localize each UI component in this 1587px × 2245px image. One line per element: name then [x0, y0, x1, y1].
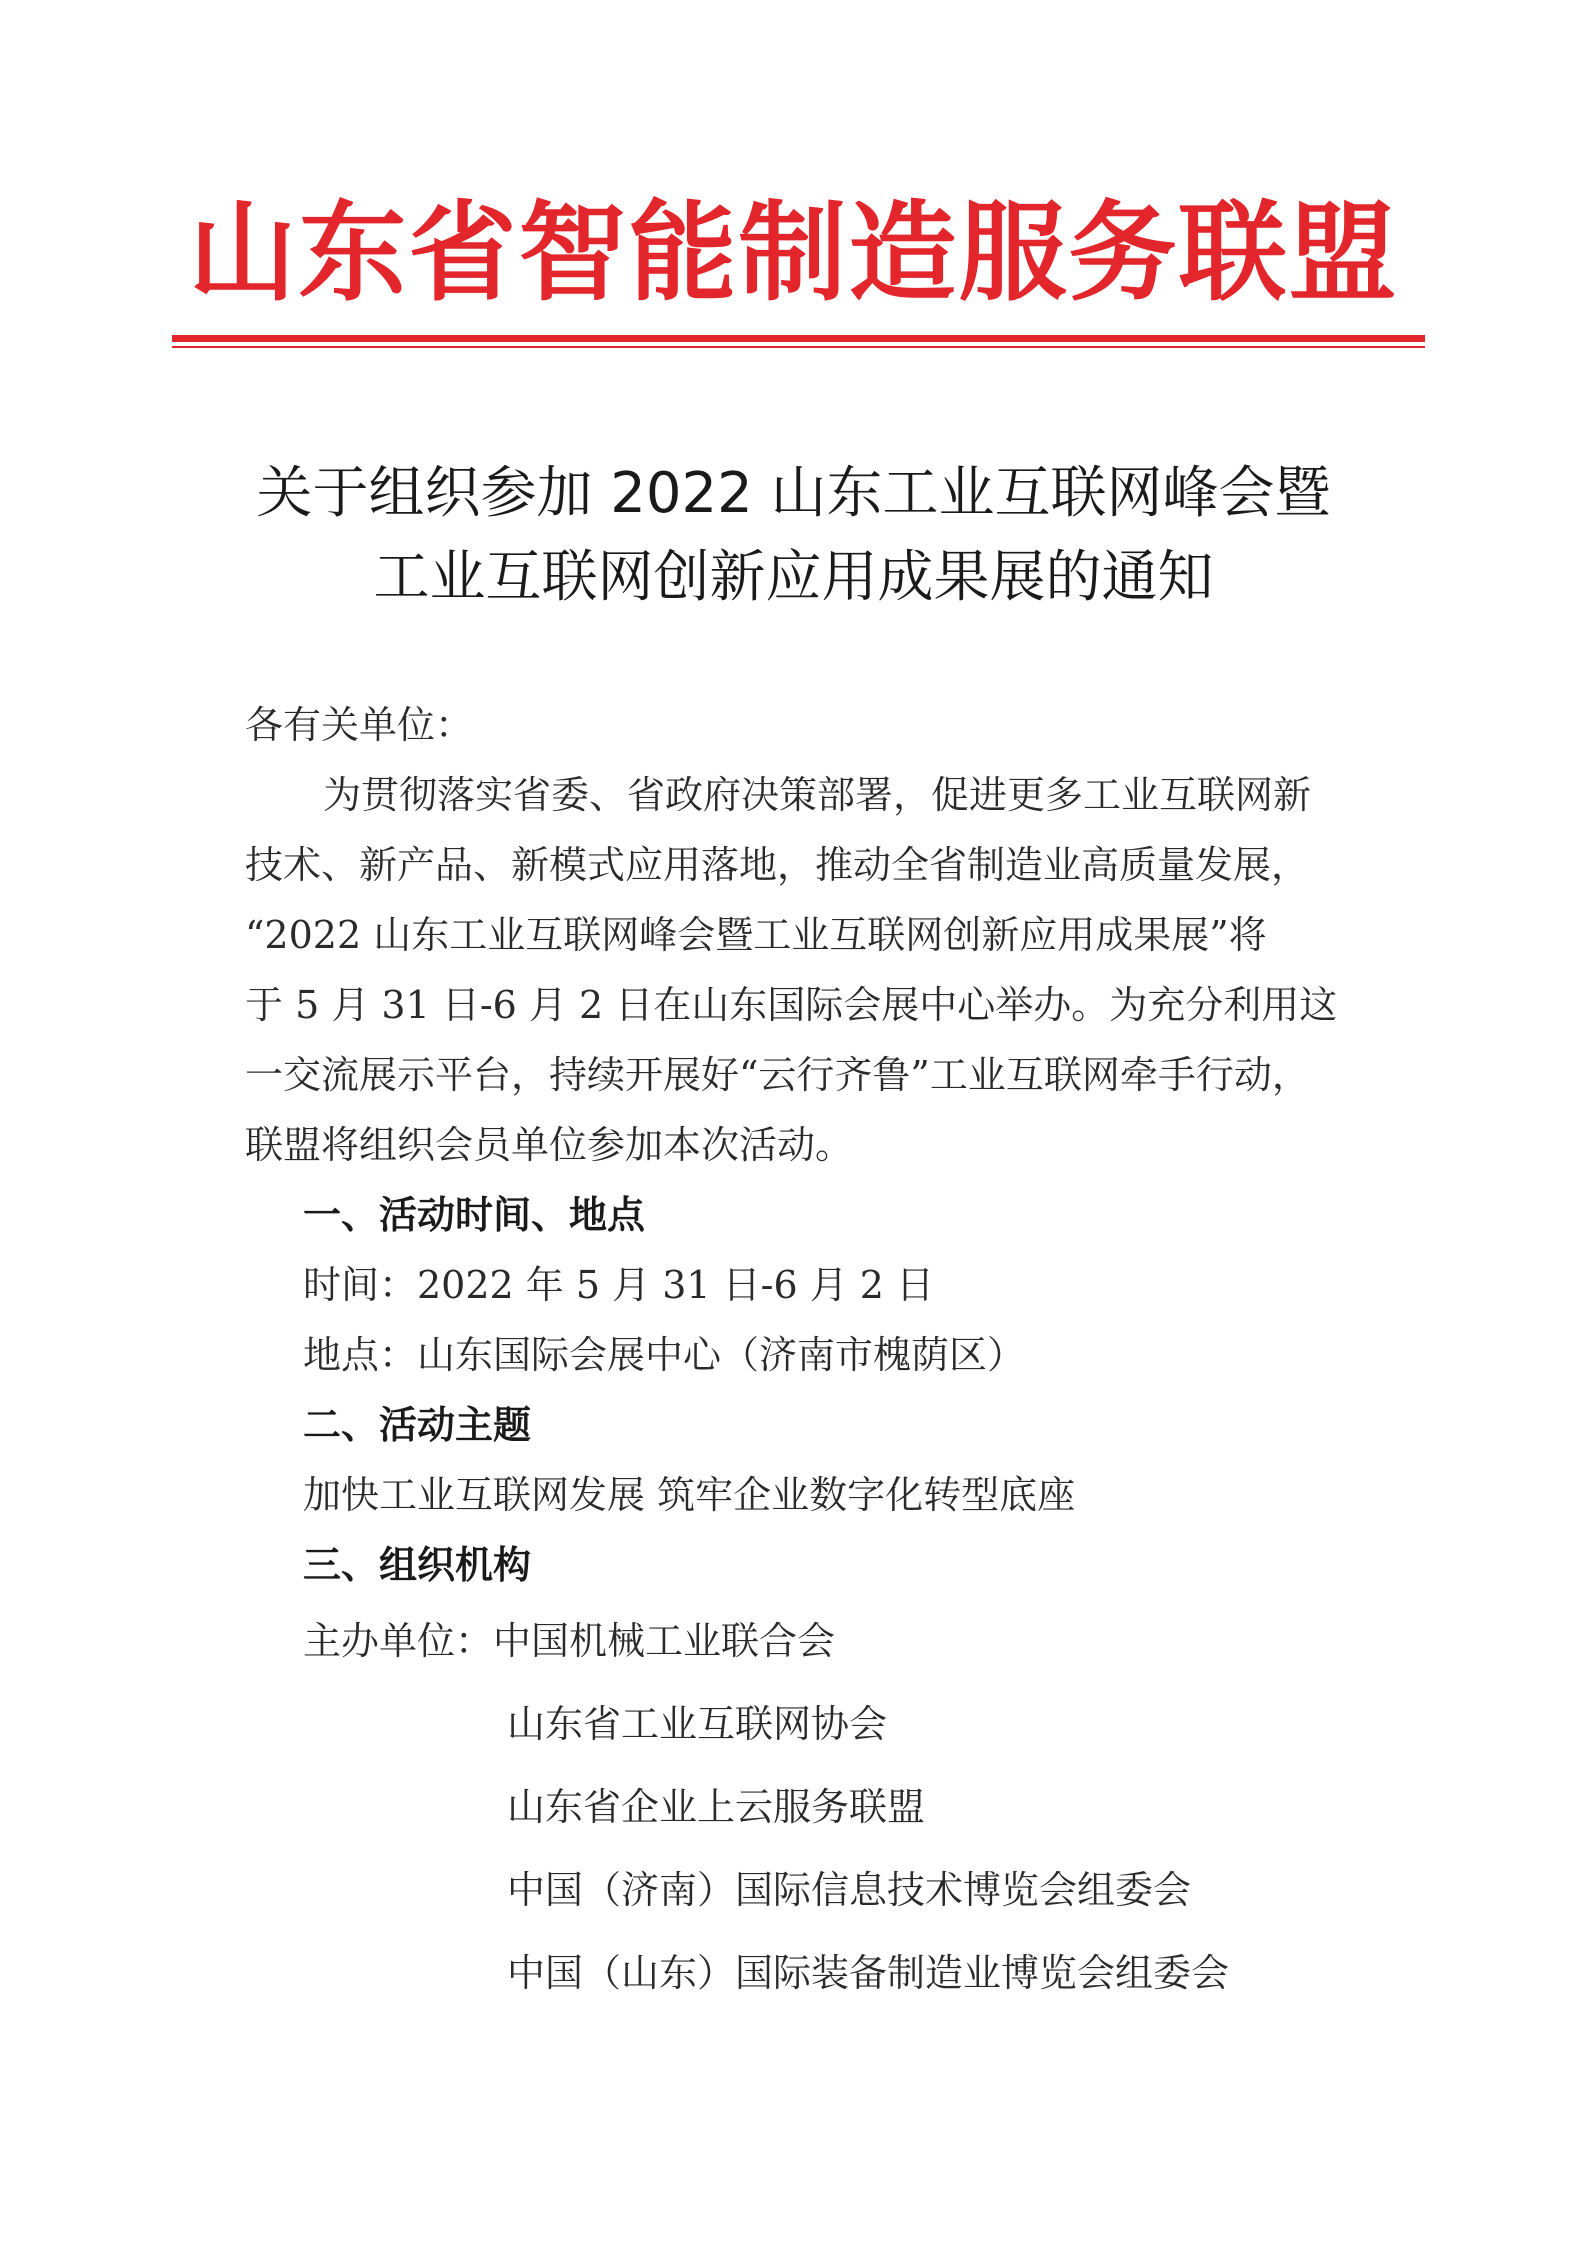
- letterhead-divider-thin: [172, 346, 1425, 348]
- section-heading-organizers: 三、组织机构: [303, 1543, 532, 1587]
- event-theme: 加快工业互联网发展 筑牢企业数字化转型底座: [303, 1473, 1076, 1517]
- organizer-row: [245, 1600, 1355, 1683]
- salutation: 各有关单位：: [245, 703, 474, 747]
- notice-title-line-2: 工业互联网创新应用成果展的通知: [373, 545, 1214, 610]
- event-time: 时间：2022 年 5 月 31 日-6 月 2 日: [303, 1263, 935, 1307]
- organizer-label: 主办单位：: [303, 1619, 494, 1663]
- intro-line: 于 5 月 31 日-6 月 2 日在山东国际会展中心举办。为充分利用这: [245, 983, 1338, 1027]
- intro-line: 联盟将组织会员单位参加本次活动。: [245, 1123, 854, 1167]
- event-place: 地点：山东国际会展中心（济南市槐荫区）: [303, 1333, 1026, 1377]
- intro-line: 一交流展示平台，持续开展好“云行齐鲁”工业互联网牵手行动，: [245, 1053, 1310, 1097]
- intro-line: “2022 山东工业互联网峰会暨工业互联网创新应用成果展”将: [245, 913, 1267, 957]
- section-heading-theme: 二、活动主题: [303, 1403, 532, 1447]
- organizer-item: 中国机械工业联合会: [493, 1619, 836, 1663]
- letterhead-organization-name: 山东省智能制造服务联盟: [188, 190, 1399, 316]
- letterhead-divider-thick: [172, 335, 1425, 342]
- notice-body: [245, 690, 1355, 2015]
- organizer-item: 中国（山东）国际装备制造业博览会组委会: [507, 1951, 1230, 1995]
- organizer-item: 中国（济南）国际信息技术博览会组委会: [507, 1868, 1192, 1912]
- notice-title: [0, 452, 1587, 620]
- organizer-item: 山东省工业互联网协会: [507, 1702, 888, 1746]
- organizer-item: 山东省企业上云服务联盟: [507, 1785, 926, 1829]
- intro-line: 技术、新产品、新模式应用落地，推动全省制造业高质量发展，: [245, 843, 1310, 887]
- intro-line: 为贯彻落实省委、省政府决策部署，促进更多工业互联网新: [323, 773, 1312, 817]
- section-heading-time-place: 一、活动时间、地点: [303, 1193, 646, 1237]
- notice-title-line-1: 关于组织参加 2022 山东工业互联网峰会暨: [256, 461, 1331, 526]
